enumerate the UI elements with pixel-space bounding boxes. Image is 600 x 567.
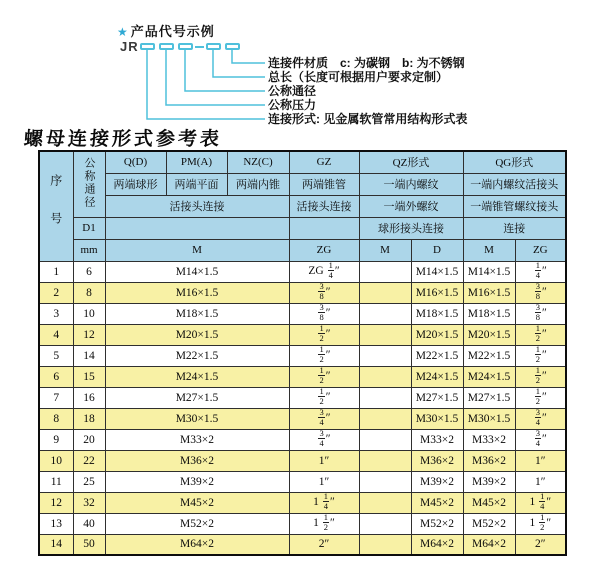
table-cell: M22×1.5 bbox=[411, 345, 463, 366]
table-cell: $\frac{3}{4}$ ″ bbox=[515, 429, 566, 450]
table-cell: M24×1.5 bbox=[411, 366, 463, 387]
table-cell: $\frac{3}{8}$ ″ bbox=[289, 282, 359, 303]
header-group-qd: Q(D) bbox=[105, 151, 166, 173]
header-unit-d: D bbox=[411, 239, 463, 261]
table-cell: M45×2 bbox=[105, 492, 289, 513]
table-cell: M24×1.5 bbox=[463, 366, 515, 387]
table-cell: 1″ bbox=[289, 450, 359, 471]
table-row bbox=[39, 408, 566, 429]
header-unit-m3: M bbox=[463, 239, 515, 261]
table-cell bbox=[359, 324, 411, 345]
table-cell: 10 bbox=[39, 450, 73, 471]
table-cell: M33×2 bbox=[105, 429, 289, 450]
header-end-pma: 两端平面 bbox=[166, 173, 227, 195]
table-cell: 32 bbox=[73, 492, 105, 513]
table-cell bbox=[359, 408, 411, 429]
diagram-label-diameter: 公称通径 bbox=[268, 84, 317, 98]
table-cell: M45×2 bbox=[463, 492, 515, 513]
diagram-title-text: 产品代号示例 bbox=[130, 24, 215, 39]
header-group-gz: GZ bbox=[289, 151, 359, 173]
table-cell: M52×2 bbox=[411, 513, 463, 534]
header-end-qg: 一端内螺纹活接头 bbox=[463, 173, 566, 195]
table-cell: 2″ bbox=[289, 534, 359, 555]
table-cell: M24×1.5 bbox=[105, 366, 289, 387]
table-cell bbox=[359, 513, 411, 534]
table-row bbox=[39, 471, 566, 492]
table-cell: M16×1.5 bbox=[463, 282, 515, 303]
table-cell: 10 bbox=[73, 303, 105, 324]
table-cell: M39×2 bbox=[105, 471, 289, 492]
table-cell: M16×1.5 bbox=[105, 282, 289, 303]
table-cell: M27×1.5 bbox=[463, 387, 515, 408]
table-cell: $\frac{3}{8}$ ″ bbox=[515, 282, 566, 303]
table-row bbox=[39, 450, 566, 471]
table-cell: M52×2 bbox=[105, 513, 289, 534]
table-cell: $\frac{1}{4}$ ″ bbox=[515, 261, 566, 282]
table-row bbox=[39, 261, 566, 282]
table-cell bbox=[359, 366, 411, 387]
table-cell: 1 $\frac{1}{4}$ ″ bbox=[289, 492, 359, 513]
table-cell: 13 bbox=[39, 513, 73, 534]
header-dn: 公称通径 bbox=[73, 151, 105, 217]
code-prefix: JR bbox=[120, 39, 139, 54]
table-cell: M45×2 bbox=[411, 492, 463, 513]
table-body bbox=[39, 261, 566, 555]
table-cell bbox=[359, 345, 411, 366]
header-connect-union: 活接头连接 bbox=[105, 195, 289, 217]
table-cell: 11 bbox=[39, 471, 73, 492]
table-cell: $\frac{3}{4}$ ″ bbox=[515, 408, 566, 429]
table-cell: M16×1.5 bbox=[411, 282, 463, 303]
table-row bbox=[39, 282, 566, 303]
table-cell: 1″ bbox=[515, 450, 566, 471]
table-cell: $\frac{1}{2}$ ″ bbox=[515, 345, 566, 366]
diagram-label-pressure: 公称压力 bbox=[268, 98, 317, 112]
header-connect-gz: 活接头连接 bbox=[289, 195, 359, 217]
table-cell: $\frac{1}{2}$ ″ bbox=[289, 345, 359, 366]
table-cell: $\frac{3}{8}$ ″ bbox=[289, 303, 359, 324]
table-cell: M22×1.5 bbox=[463, 345, 515, 366]
table-cell bbox=[359, 429, 411, 450]
table-row bbox=[39, 429, 566, 450]
table-row bbox=[39, 534, 566, 555]
table-cell: $\frac{1}{2}$ ″ bbox=[515, 387, 566, 408]
table-row bbox=[39, 303, 566, 324]
table-cell: 20 bbox=[73, 429, 105, 450]
table-cell bbox=[359, 261, 411, 282]
table-cell: 50 bbox=[73, 534, 105, 555]
table-cell: M22×1.5 bbox=[105, 345, 289, 366]
diagram-label-length: 总长（长度可根据用户要求定制） bbox=[268, 70, 449, 84]
table-cell: 12 bbox=[73, 324, 105, 345]
table-cell: 5 bbox=[39, 345, 73, 366]
table-cell: $\frac{3}{4}$ ″ bbox=[289, 429, 359, 450]
header-connect-qg: 一端锥管螺纹接头 bbox=[463, 195, 566, 217]
table-cell: 12 bbox=[39, 492, 73, 513]
header-group-qz: QZ形式 bbox=[359, 151, 463, 173]
table-cell: M64×2 bbox=[463, 534, 515, 555]
table-title: 螺母连接形式参考表 bbox=[23, 129, 223, 150]
table-cell: 6 bbox=[73, 261, 105, 282]
table-cell: M20×1.5 bbox=[411, 324, 463, 345]
header-end-qd: 两端球形 bbox=[105, 173, 166, 195]
table-cell: 2″ bbox=[515, 534, 566, 555]
header-connect2-qg: 连接 bbox=[463, 217, 566, 239]
table-cell: M30×1.5 bbox=[463, 408, 515, 429]
table-cell: M33×2 bbox=[463, 429, 515, 450]
table-row bbox=[39, 387, 566, 408]
table-cell: $\frac{3}{8}$ ″ bbox=[515, 303, 566, 324]
table-cell: M36×2 bbox=[105, 450, 289, 471]
table-cell bbox=[359, 534, 411, 555]
header-connect2-qz: 球形接头连接 bbox=[359, 217, 463, 239]
header-end-qz: 一端内螺纹 bbox=[359, 173, 463, 195]
table-cell: 16 bbox=[73, 387, 105, 408]
table-row bbox=[39, 492, 566, 513]
header-seq: 序号 bbox=[39, 151, 73, 261]
table-cell: $\frac{1}{2}$ ″ bbox=[515, 324, 566, 345]
table-cell: M20×1.5 bbox=[105, 324, 289, 345]
table-cell: 6 bbox=[39, 366, 73, 387]
table-cell bbox=[359, 282, 411, 303]
table-cell: 8 bbox=[73, 282, 105, 303]
header-unit-mm: mm bbox=[73, 239, 105, 261]
header-blank-gz bbox=[289, 217, 359, 239]
table-cell: 14 bbox=[73, 345, 105, 366]
table-cell: 1 bbox=[39, 261, 73, 282]
table-cell: M14×1.5 bbox=[105, 261, 289, 282]
table-cell: 18 bbox=[73, 408, 105, 429]
header-connect-qz: 一端外螺纹 bbox=[359, 195, 463, 217]
table-cell: 2 bbox=[39, 282, 73, 303]
table-cell: M14×1.5 bbox=[463, 261, 515, 282]
table-cell: M64×2 bbox=[105, 534, 289, 555]
table-row bbox=[39, 324, 566, 345]
star-icon: ★ bbox=[117, 25, 129, 39]
table-row bbox=[39, 366, 566, 387]
table-cell: 4 bbox=[39, 324, 73, 345]
table-cell: ZG $\frac{1}{4}$ ″ bbox=[289, 261, 359, 282]
table-cell: M39×2 bbox=[463, 471, 515, 492]
header-unit-m2: M bbox=[359, 239, 411, 261]
table-cell: M36×2 bbox=[411, 450, 463, 471]
header-unit-m1: M bbox=[105, 239, 289, 261]
table-cell bbox=[359, 303, 411, 324]
table-cell: M14×1.5 bbox=[411, 261, 463, 282]
diagram-label-connection: 连接形式: 见金属软管常用结构形式表 bbox=[268, 112, 468, 126]
table-cell: M18×1.5 bbox=[105, 303, 289, 324]
table-cell: 1 $\frac{1}{2}$ ″ bbox=[289, 513, 359, 534]
table-cell: 8 bbox=[39, 408, 73, 429]
table-cell: M27×1.5 bbox=[411, 387, 463, 408]
header-group-pma: PM(A) bbox=[166, 151, 227, 173]
table-cell: 7 bbox=[39, 387, 73, 408]
table-cell: $\frac{3}{4}$ ″ bbox=[289, 408, 359, 429]
diagram-label-material: 连接件材质 c: 为碳钢 b: 为不锈钢 bbox=[268, 56, 465, 70]
table-cell: $\frac{1}{2}$ ″ bbox=[289, 366, 359, 387]
table-cell: 1″ bbox=[515, 471, 566, 492]
header-end-nzc: 两端内锥 bbox=[227, 173, 289, 195]
table-cell: M64×2 bbox=[411, 534, 463, 555]
table-cell: M33×2 bbox=[411, 429, 463, 450]
table-cell: M30×1.5 bbox=[105, 408, 289, 429]
table-cell: M27×1.5 bbox=[105, 387, 289, 408]
table-cell: 9 bbox=[39, 429, 73, 450]
table-cell: $\frac{1}{2}$ ″ bbox=[515, 366, 566, 387]
table-cell: M39×2 bbox=[411, 471, 463, 492]
table-cell: M18×1.5 bbox=[411, 303, 463, 324]
table-cell: M52×2 bbox=[463, 513, 515, 534]
reference-table bbox=[38, 150, 567, 556]
table-row bbox=[39, 345, 566, 366]
table-cell bbox=[359, 471, 411, 492]
table-cell: 22 bbox=[73, 450, 105, 471]
table-cell: $\frac{1}{2}$ ″ bbox=[289, 387, 359, 408]
table-row bbox=[39, 513, 566, 534]
table-cell: M30×1.5 bbox=[411, 408, 463, 429]
table-cell: 1″ bbox=[289, 471, 359, 492]
table-cell: M18×1.5 bbox=[463, 303, 515, 324]
table-header bbox=[39, 151, 566, 261]
header-blank-m bbox=[105, 217, 289, 239]
header-group-qg: QG形式 bbox=[463, 151, 566, 173]
header-unit-zg2: ZG bbox=[515, 239, 566, 261]
table-cell: $\frac{1}{2}$ ″ bbox=[289, 324, 359, 345]
table-cell: 25 bbox=[73, 471, 105, 492]
table-cell: M36×2 bbox=[463, 450, 515, 471]
table-cell: 40 bbox=[73, 513, 105, 534]
table-cell: M20×1.5 bbox=[463, 324, 515, 345]
table-cell: 14 bbox=[39, 534, 73, 555]
table-cell: 15 bbox=[73, 366, 105, 387]
table-cell: 1 $\frac{1}{4}$ ″ bbox=[515, 492, 566, 513]
header-d1: D1 bbox=[73, 217, 105, 239]
table-cell: 1 $\frac{1}{2}$ ″ bbox=[515, 513, 566, 534]
header-end-gz: 两端锥管 bbox=[289, 173, 359, 195]
header-group-nzc: NZ(C) bbox=[227, 151, 289, 173]
table-cell bbox=[359, 387, 411, 408]
header-unit-zg1: ZG bbox=[289, 239, 359, 261]
table-cell: 3 bbox=[39, 303, 73, 324]
table-cell bbox=[359, 492, 411, 513]
table-cell bbox=[359, 450, 411, 471]
